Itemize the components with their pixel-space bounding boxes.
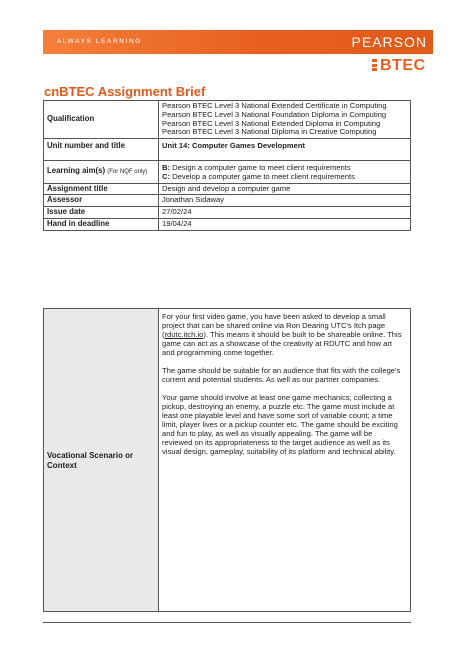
qualification-line: Pearson BTEC Level 3 National Extended Certificate in Computing bbox=[162, 101, 387, 110]
aim-text: Develop a computer game to meet client requirements bbox=[172, 171, 355, 181]
aim-text: Design a computer game to meet client requirements bbox=[172, 162, 351, 172]
footer-divider bbox=[43, 622, 411, 623]
unit-label: Unit number and title bbox=[44, 139, 159, 161]
brand-logo: PEARSON bbox=[351, 34, 427, 50]
scenario-paragraph: Your game should involve at least one game mechanics; collecting a pickup, destroying an enemy, a puzzle etc. The game must include at least one playable level and have some sort of variable count; a time limit, player lives or a pickup counter etc. The game should be exciting and fun to play, as well as visually appealing. The game will be reviewed on its appropriateness to the target audience as well as its visual design, gameplay, suitability of its platform and technical ability. bbox=[162, 393, 398, 456]
issue-date-row bbox=[44, 207, 411, 219]
deadline-row bbox=[44, 218, 411, 230]
learning-aims-value bbox=[159, 160, 411, 183]
deadline-value: 19/04/24 bbox=[159, 218, 411, 230]
scenario-text-part: ). This means it should be built to be shareable online. This game can act as a showcase of the creativity at RDUTC and how art and programming come together. bbox=[162, 330, 402, 357]
page-title: cnBTEC Assignment Brief bbox=[44, 84, 206, 99]
deadline-label: Hand in deadline bbox=[44, 218, 159, 230]
assignment-title-value: Design and develop a computer game bbox=[159, 183, 411, 195]
scenario-paragraph bbox=[162, 312, 402, 357]
issue-date-value: 27/02/24 bbox=[159, 207, 411, 219]
btec-logo bbox=[372, 56, 432, 80]
qualification-row bbox=[44, 101, 411, 139]
qualification-line: Pearson BTEC Level 3 National Extended Diploma in Computing bbox=[162, 118, 381, 128]
unit-row bbox=[44, 139, 411, 161]
btec-wordmark: BTEC bbox=[380, 57, 426, 74]
issue-date-label: Issue date bbox=[44, 207, 159, 219]
scenario-label: Vocational Scenario or Context bbox=[47, 451, 134, 470]
qualification-value bbox=[159, 101, 411, 139]
learning-aims-row bbox=[44, 160, 411, 183]
aim-code: C: bbox=[162, 171, 171, 181]
learning-aims-title: Learning aim(s) bbox=[47, 165, 106, 175]
scenario-text-part: For your first video game, you have been asked to develop a small project that can be shared online via Ron Dearing UTC's Itch page ( bbox=[162, 312, 386, 339]
header-banner bbox=[43, 30, 433, 54]
tagline: ALWAYS LEARNING bbox=[57, 38, 142, 45]
scenario-label-cell bbox=[44, 309, 159, 611]
assessor-row bbox=[44, 195, 411, 207]
scenario-table bbox=[43, 308, 411, 612]
assignment-title-row bbox=[44, 183, 411, 195]
itch-link[interactable]: rdutc.itch.io bbox=[164, 330, 204, 339]
assignment-info-table bbox=[43, 100, 411, 231]
unit-value: Unit 14: Computer Games Development bbox=[159, 139, 411, 161]
qualification-label: Qualification bbox=[44, 101, 159, 139]
assessor-value: Jonathan Sidaway bbox=[159, 195, 411, 207]
scenario-paragraph: The game should be suitable for an audience that fits with the college's current and potential students. As well as our partner companies. bbox=[162, 366, 401, 384]
qualification-line: Pearson BTEC Level 3 National Diploma in Creative Computing bbox=[162, 127, 377, 137]
assignment-title-label: Assignment title bbox=[44, 183, 159, 195]
aim-code: B: bbox=[162, 162, 171, 172]
learning-aims-note: (For NQF only) bbox=[107, 168, 148, 175]
assessor-label: Assessor bbox=[44, 195, 159, 207]
learning-aims-label bbox=[44, 160, 159, 183]
scenario-text bbox=[162, 312, 402, 465]
learning-aim-c bbox=[162, 173, 407, 182]
qualification-line: Pearson BTEC Level 3 National Foundation Diploma in Computing bbox=[162, 109, 387, 119]
